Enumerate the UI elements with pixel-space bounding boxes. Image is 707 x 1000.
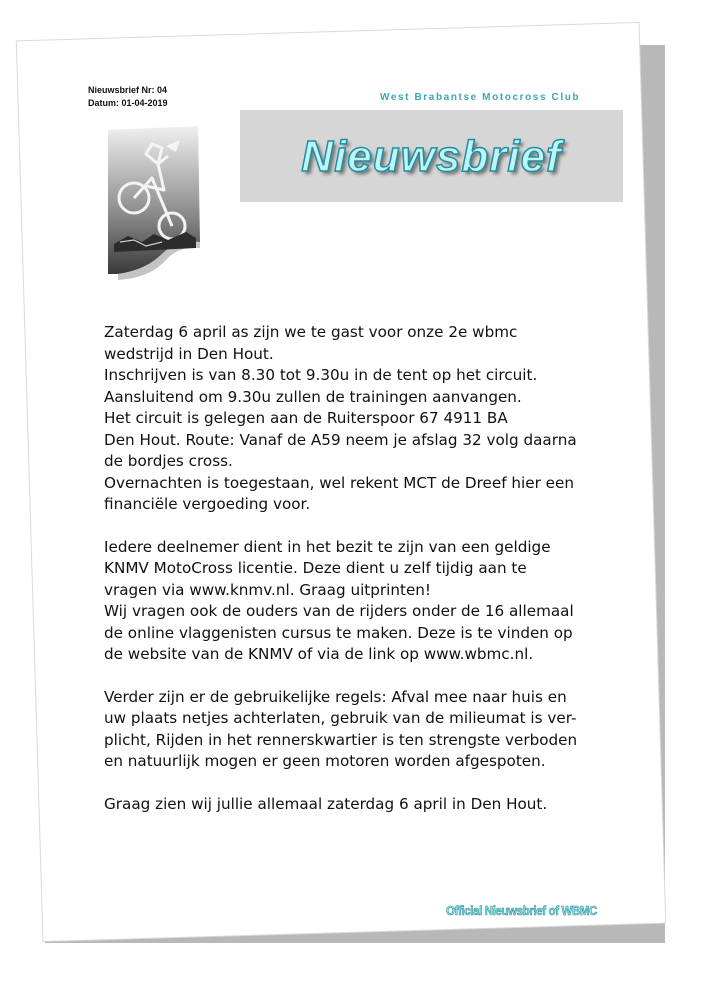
paragraph-event-info: Zaterdag 6 april as zijn we te gast voor onze 2e wbmc wedstrijd in Den Hout. Inschrijven is van 8.30 tot 9.30u in de tent op het circuit. Aansluitend om 9.30u zullen de trainingen aanvangen. Het circuit is gelegen aan de Ruiterspoor 67 4911 BA Den Hout. Route: Vanaf de A59 neem je afslag 32 volg daarna de bordjes cross. Overnachten is toegestaan, wel rekent MCT de Dreef hier een financiële vergoeding voor. — [104, 323, 577, 513]
issue-number: Nieuwsbrief Nr: 04 — [88, 85, 168, 95]
newsletter-meta — [88, 84, 168, 110]
issue-date: Datum: 01-04-2019 — [88, 98, 168, 108]
paragraph-rules: Verder zijn er de gebruikelijke regels: Afval mee naar huis en uw plaats netjes achterlaten, gebruik van de milieumat is ver- plicht, Rijden in het rennerskwartier is ten strengste verboden en natuurlijk mogen er geen motoren worden afgespoten. — [104, 687, 578, 770]
club-name: West Brabantse Motocross Club — [380, 92, 581, 103]
motocross-rider-logo-icon — [106, 124, 218, 284]
footer-tagline: Official Nieuwsbrief of WBMC — [446, 903, 597, 918]
paragraph-license-info: Iedere deelnemer dient in het bezit te zijn van een geldige KNMV MotoCross licentie. Deze dient u zelf tijdig aan te vragen via www.knmv.nl. Graag uitprinten! Wij vragen ook de ouders van de rijders onder de 16 allemaal de online vlaggenisten cursus te maken. Deze is te vinden op de website van de KNMV of via de link op www.wbmc.nl. — [104, 537, 574, 663]
banner-title: Nieuwsbrief — [301, 132, 562, 181]
title-banner — [240, 110, 623, 202]
newsletter-body — [104, 322, 624, 836]
paragraph-closing: Graag zien wij jullie allemaal zaterdag 6 april in Den Hout. — [104, 794, 548, 813]
